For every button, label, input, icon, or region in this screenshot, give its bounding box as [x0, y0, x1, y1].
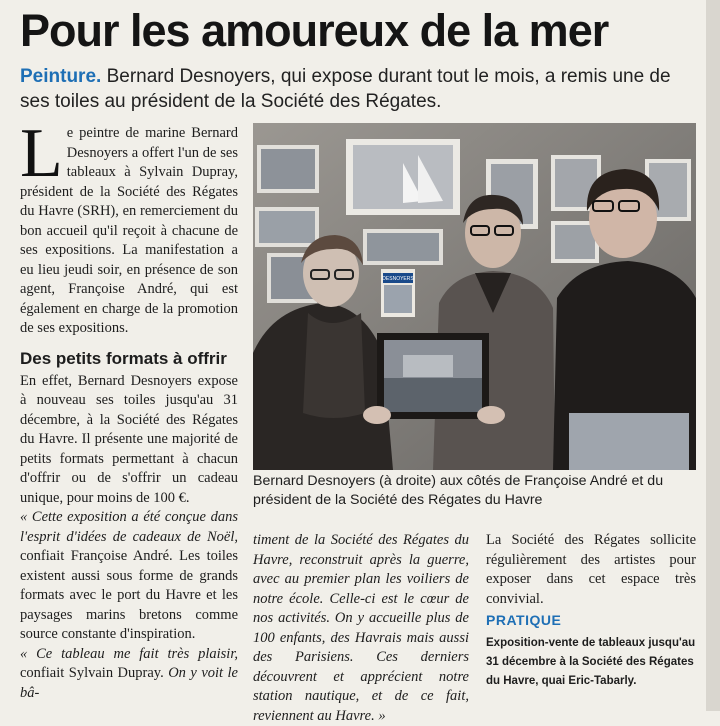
headline: Pour les amoureux de la mer [20, 5, 609, 56]
intro-paragraph [20, 115, 238, 339]
standfirst-text: Bernard Desnoyers, qui expose durant tout le mois, a remis une de ses toiles au président de la Société des Régates. [20, 66, 671, 112]
paragraph-2: En effet, Bernard Desnoyers expose à nouveau ses toiles jusqu'au 31 décembre, à la Société des Régates du Havre. Il présente une majorité de petits formats permettant à chacun d'offrir ou de s'offrir un cadeau unique, pour moins de 100 €. [20, 372, 238, 506]
adjacent-column-edge [706, 0, 720, 711]
article-column-2: timent de la Société des Régates du Havre, reconstruit après la guerre, avec au premier plan les voiliers de notre école. Celle-ci est le cœur de nos activités. On y accueille plus de 100 enfants, des Havrais mais aussi des Parisiens. Ces derniers découvrent et apprécient notre station nautique, et de ce fait, reviennent au Havre. » [253, 532, 469, 724]
photo-illustration [253, 123, 696, 470]
article-column-3 [486, 531, 696, 691]
quote-2: « Ce tableau me fait très plaisir, [20, 645, 238, 662]
paragraph-3 [20, 508, 238, 645]
standfirst [20, 64, 700, 114]
subheading: Des petits formats à offrir [20, 348, 227, 368]
quote-1: « Cette exposition a été conçue dans l'esprit d'idées de cadeaux de Noël, [20, 509, 238, 545]
paragraph-4 [20, 645, 238, 704]
article-photo [253, 123, 696, 470]
pratique-heading: PRATIQUE [486, 612, 562, 628]
photo-caption: Bernard Desnoyers (à droite) aux côtés de Françoise André et du président de la Société des Régates du Havre [253, 473, 664, 508]
paragraph-3-text: confiait Françoise André. Les toiles existent aussi sous forme de grands formats avec le port du Havre et les paysages marins bretons comme source constante d'inspiration. [20, 548, 238, 642]
quote-3: On y voit le bâ- [20, 665, 238, 701]
paragraph-4-text: confiait Sylvain Dupray. [20, 665, 169, 681]
standfirst-kicker: Peinture. [20, 66, 102, 87]
book-label: DESNOYERS [382, 276, 414, 282]
column-3-text: La Société des Régates sollicite régulièrement des artistes pour exposer dans cet espace très convivial. [486, 532, 696, 607]
pratique-info: Exposition-vente de tableaux jusqu'au 31 décembre à la Société des Régates du Havre, quai Eric-Tabarly. [486, 636, 696, 687]
article-column-1 [20, 115, 238, 703]
intro-text: e peintre de marine Bernard Desnoyers a offert l'un de ses tableaux à Sylvain Dupray, président de la Société des Régates du Havre (SRH), en remerciement du bon accueil qu'il reçoit à chacune de ses expositions. La manifestation a eu lieu jeudi soir, en présence de son agent, Françoise André, qui est également en charge de la promotion de ses expositions. [20, 125, 238, 336]
drop-cap: L [20, 115, 63, 192]
